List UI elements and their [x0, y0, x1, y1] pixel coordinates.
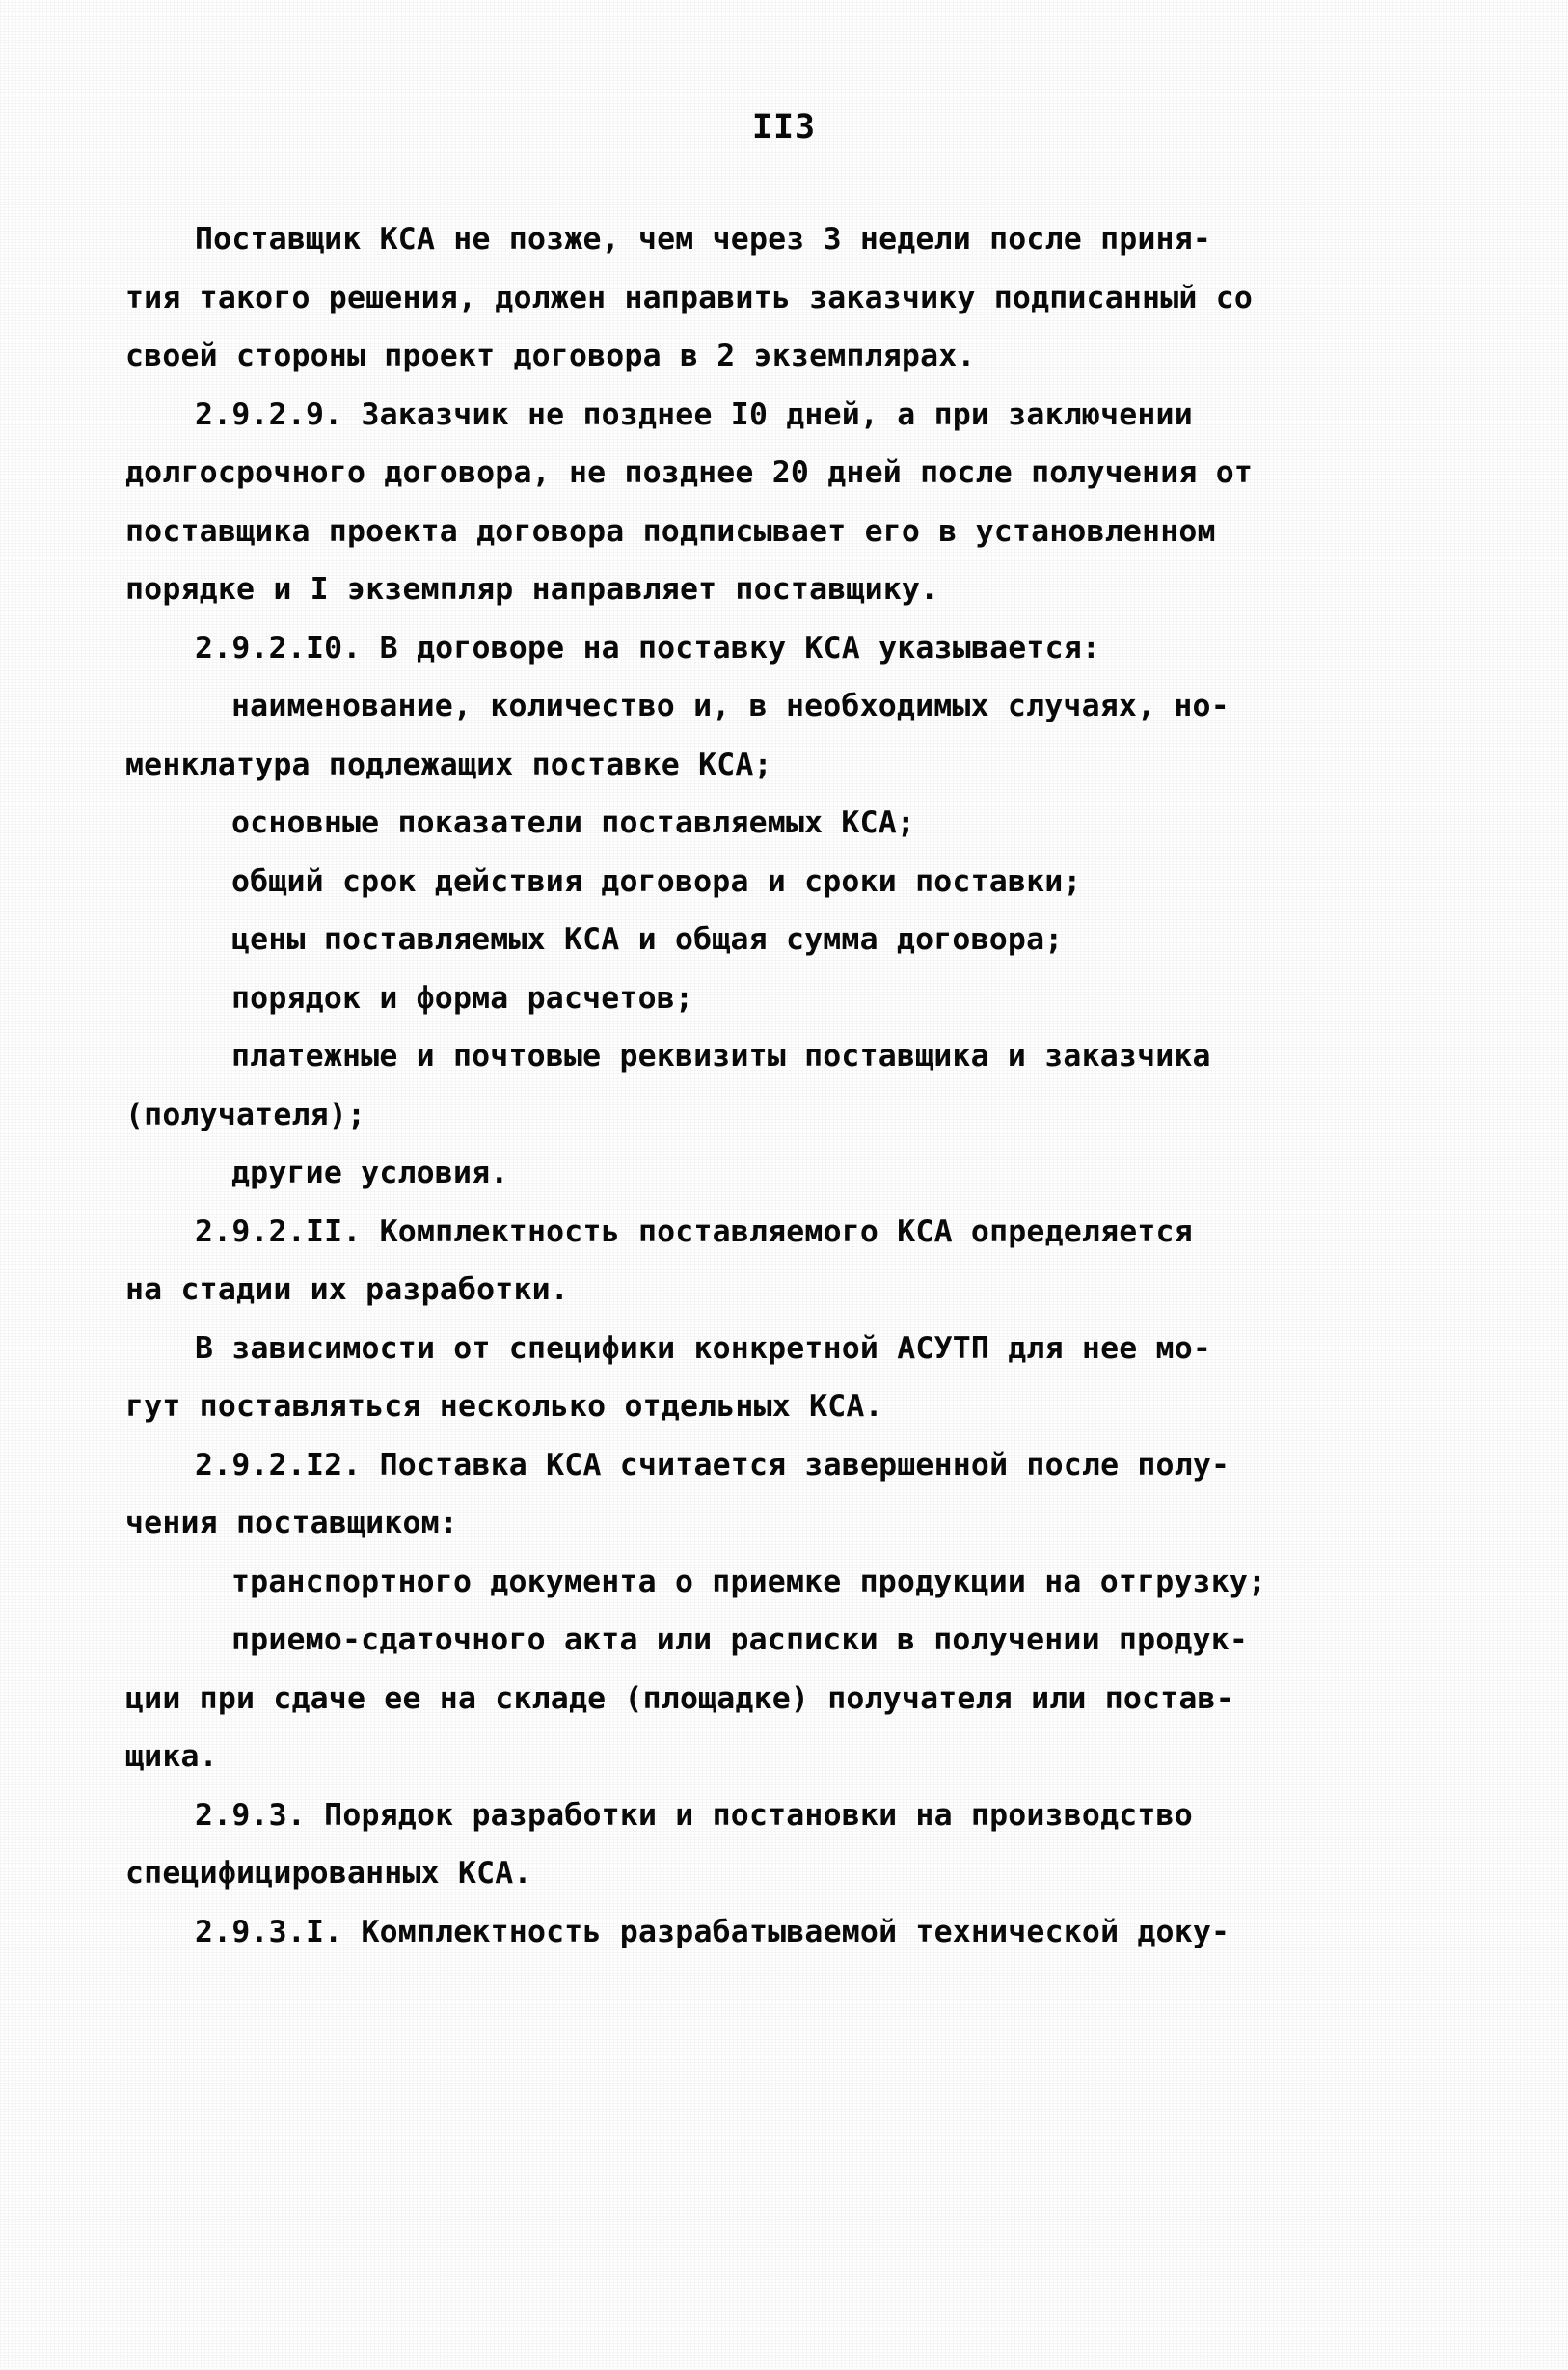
text-line: основные показатели поставляемых КСА; — [231, 805, 916, 840]
text-line: 2.9.3. Порядок разработки и постановки на производство — [195, 1797, 1193, 1833]
text-line: порядок и форма расчетов; — [231, 980, 694, 1016]
text-line: 2.9.2.II. Комплектность поставляемого КСА определяется — [195, 1213, 1193, 1249]
text-line: В зависимости от специфики конкретной АСУТП для нее мо- — [195, 1330, 1212, 1366]
text-line: щика. — [125, 1739, 218, 1774]
text-line: своей стороны проект договора в 2 экземплярах. — [125, 339, 976, 373]
text-line: транспортного документа о приемке продукции на отгрузку; — [231, 1564, 1267, 1599]
text-line: (получателя); — [125, 1097, 366, 1132]
text-line: ции при сдаче ее на складе (площадке) получателя или постав- — [125, 1680, 1234, 1716]
text-line: поставщика проекта договора подписывает его в установленном — [125, 513, 1216, 549]
text-line: на стадии их разработки. — [125, 1272, 569, 1307]
text-line: платежные и почтовые реквизиты поставщика и заказчика — [231, 1039, 1211, 1074]
text-line: тия такого решения, должен направить заказчику подписанный со — [125, 280, 1254, 315]
document-body — [125, 210, 1456, 1961]
text-line: порядке и I экземпляр направляет поставщику. — [125, 572, 939, 607]
text-line: долгосрочного договора, не позднее 20 дней после получения от — [125, 455, 1254, 490]
text-line: наименование, количество и, в необходимых случаях, но- — [231, 689, 1230, 723]
page-number: II3 — [751, 108, 817, 147]
text-line: 2.9.2.9. Заказчик не позднее I0 дней, а при заключении — [195, 396, 1193, 432]
text-line: цены поставляемых КСА и общая сумма договора; — [231, 922, 1064, 957]
text-line: 2.9.2.I0. В договоре на поставку КСА указывается: — [195, 630, 1101, 666]
text-line: специфицированных КСА. — [125, 1856, 532, 1891]
text-line: Поставщик КСА не позже, чем через 3 недели после приня- — [195, 222, 1212, 257]
text-line: приемо-сдаточного акта или расписки в получении продук- — [231, 1622, 1249, 1657]
text-line: 2.9.3.I. Комплектность разрабатываемой технической доку- — [195, 1914, 1230, 1949]
text-line: чения поставщиком: — [125, 1506, 458, 1540]
text-line: гут поставляться несколько отдельных КСА. — [125, 1389, 883, 1424]
text-line: 2.9.2.I2. Поставка КСА считается завершенной после полу- — [195, 1447, 1230, 1483]
text-line: менклатура подлежащих поставке КСА; — [125, 747, 772, 782]
text-line: общий срок действия договора и сроки поставки; — [231, 863, 1082, 899]
text-line: другие условия. — [231, 1156, 509, 1190]
